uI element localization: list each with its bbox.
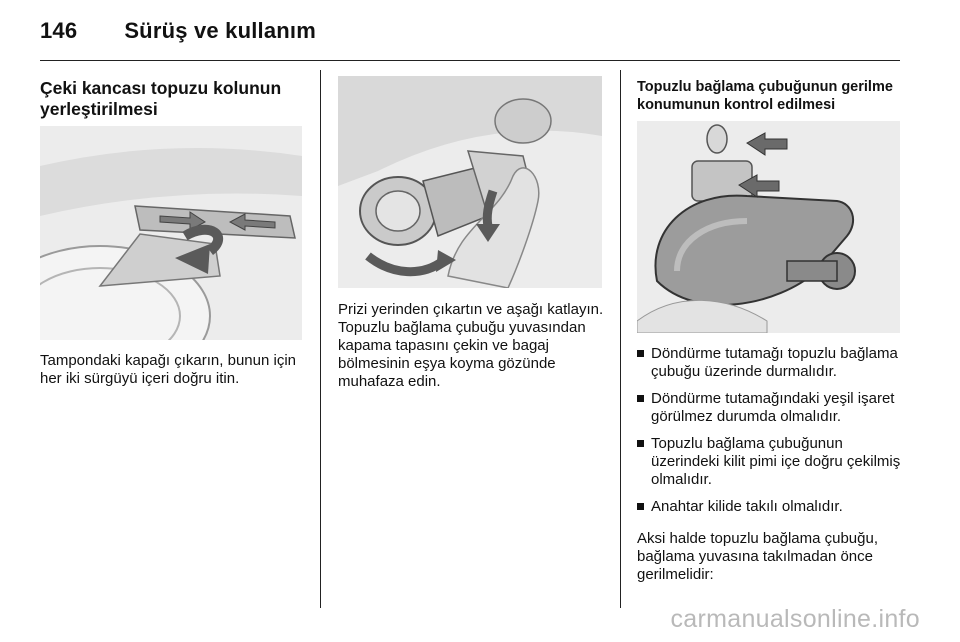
check-list [637, 345, 907, 525]
list-item: Anahtar kilide takılı olmalıdır. [637, 498, 907, 516]
watermark: carmanualsonline.info [670, 605, 920, 633]
bumper-cover-illustration [40, 126, 302, 340]
bumper-cover-drawing [40, 126, 302, 340]
column-divider [620, 70, 621, 608]
section-title-tow-hook: Çeki kancası topuzu kolunun yerleştirilmesi [40, 78, 282, 119]
right-footer-text: Aksi halde topuzlu bağlama çubuğu, bağlama yuvasına takılmadan önce gerilmelidir: [637, 530, 878, 583]
list-item: Döndürme tutamağındaki yeşil işaret görülmez durumda olmalıdır. [637, 390, 907, 426]
socket-drawing [338, 76, 602, 288]
section-title-tension-check: Topuzlu bağlama çubuğunun gerilme konumunun kontrol edilmesi [637, 79, 893, 113]
page-header [40, 18, 316, 44]
middle-caption: Prizi yerinden çıkartın ve aşağı katlayın. Topuzlu bağlama çubuğu yuvasından kapama tapasını çekin ve bagaj bölmesinin eşya koyma gözünde muhafaza edin. [338, 301, 604, 390]
socket-illustration [338, 76, 602, 288]
list-item: Topuzlu bağlama çubuğunun üzerindeki kilit pimi içe doğru çekilmiş olmalıdır. [637, 435, 907, 489]
header-rule [40, 60, 900, 61]
chapter-title: Sürüş ve kullanım [124, 18, 317, 43]
column-divider [320, 70, 321, 608]
list-item: Döndürme tutamağı topuzlu bağlama çubuğu üzerinde durmalıdır. [637, 345, 907, 381]
page-number: 146 [40, 18, 78, 43]
tow-bar-illustration [637, 121, 900, 333]
left-caption: Tampondaki kapağı çıkarın, bunun için her iki sürgüyü içeri doğru itin. [40, 352, 296, 387]
tow-bar-drawing [637, 121, 900, 333]
